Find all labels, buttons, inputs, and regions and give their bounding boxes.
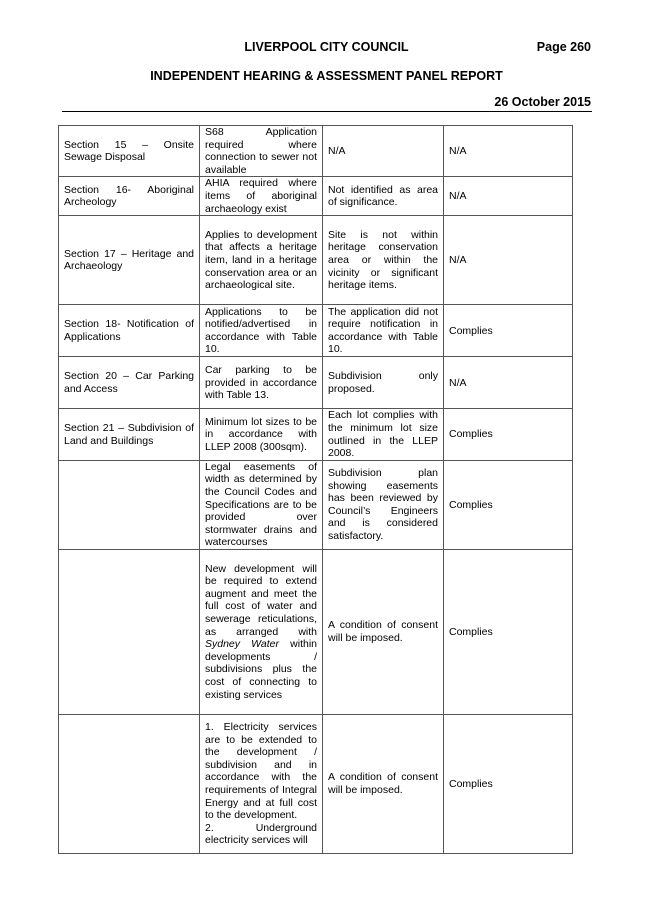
table-row	[59, 460, 573, 549]
table-row	[59, 177, 573, 216]
status-cell: Complies	[444, 549, 573, 714]
section-cell: Section 21 – Subdivision of Land and Buildings	[59, 409, 200, 460]
comment-cell: Subdivision plan showing easements has been reviewed by Council’s Engineers and is considered satisfactory.	[323, 460, 444, 549]
table-row	[59, 714, 573, 853]
comment-cell: Not identified as area of significance.	[323, 177, 444, 216]
requirement-cell: S68 Application required where connection to sewer not available	[200, 126, 323, 177]
section-cell: Section 20 – Car Parking and Access	[59, 357, 200, 409]
requirement-cell: Car parking to be provided in accordance with Table 13.	[200, 357, 323, 409]
table-row	[59, 216, 573, 305]
comment-cell: A condition of consent will be imposed.	[323, 549, 444, 714]
requirement-cell: Applies to development that affects a heritage item, land in a heritage conservation area or an archaeological site.	[200, 216, 323, 305]
table-row	[59, 126, 573, 177]
table-row	[59, 305, 573, 357]
comment-cell: N/A	[323, 126, 444, 177]
requirement-text: within developments / subdivisions plus the cost of connecting to existing services	[205, 638, 317, 701]
section-cell: Section 18- Notification of Applications	[59, 305, 200, 357]
comment-cell: Each lot complies with the minimum lot size outlined in the LLEP 2008.	[323, 409, 444, 460]
section-cell	[59, 460, 200, 549]
status-cell: N/A	[444, 126, 573, 177]
section-cell: Section 16- Aboriginal Archeology	[59, 177, 200, 216]
comment-cell: A condition of consent will be imposed.	[323, 714, 444, 853]
table-row	[59, 549, 573, 714]
status-cell: N/A	[444, 216, 573, 305]
requirement-item-2: 2. Underground electricity services will	[205, 821, 317, 847]
requirement-cell	[200, 549, 323, 714]
report-date: 26 October 2015	[494, 95, 591, 109]
table-row	[59, 409, 573, 460]
requirement-emphasis: Sydney Water	[205, 638, 279, 651]
section-cell	[59, 549, 200, 714]
status-cell: N/A	[444, 357, 573, 409]
council-name: LIVERPOOL CITY COUNCIL	[244, 40, 409, 54]
requirement-text: New development will be required to extend augment and meet the full cost of water and sewerage reticulations, as arranged with	[205, 562, 317, 638]
status-cell: N/A	[444, 177, 573, 216]
status-cell: Complies	[444, 305, 573, 357]
requirement-cell	[200, 714, 323, 853]
status-cell: Complies	[444, 409, 573, 460]
requirement-item-1: 1. Electricity services are to be extended to the development / subdivision and in accordance with the requirements of Integral Energy and at full cost to the development.	[205, 720, 317, 822]
comment-cell: The application did not require notification in accordance with Table 10.	[323, 305, 444, 357]
table-row	[59, 357, 573, 409]
requirement-cell: Legal easements of width as determined by the Council Codes and Specifications are to be provided over stormwater drains and watercourses	[200, 460, 323, 549]
requirement-cell: Applications to be notified/advertised in accordance with Table 10.	[200, 305, 323, 357]
compliance-table	[58, 125, 573, 854]
status-cell: Complies	[444, 460, 573, 549]
report-title: INDEPENDENT HEARING & ASSESSMENT PANEL REPORT	[150, 69, 503, 83]
status-cell: Complies	[444, 714, 573, 853]
requirement-cell: Minimum lot sizes to be in accordance with LLEP 2008 (300sqm).	[200, 409, 323, 460]
page-number: Page 260	[536, 40, 591, 54]
comment-cell: Site is not within heritage conservation area or within the vicinity or significant heritage items.	[323, 216, 444, 305]
header-divider	[62, 111, 592, 112]
section-cell: Section 15 – Onsite Sewage Disposal	[59, 126, 200, 177]
comment-cell: Subdivision only proposed.	[323, 357, 444, 409]
section-cell	[59, 714, 200, 853]
section-cell: Section 17 – Heritage and Archaeology	[59, 216, 200, 305]
requirement-cell: AHIA required where items of aboriginal archaeology exist	[200, 177, 323, 216]
